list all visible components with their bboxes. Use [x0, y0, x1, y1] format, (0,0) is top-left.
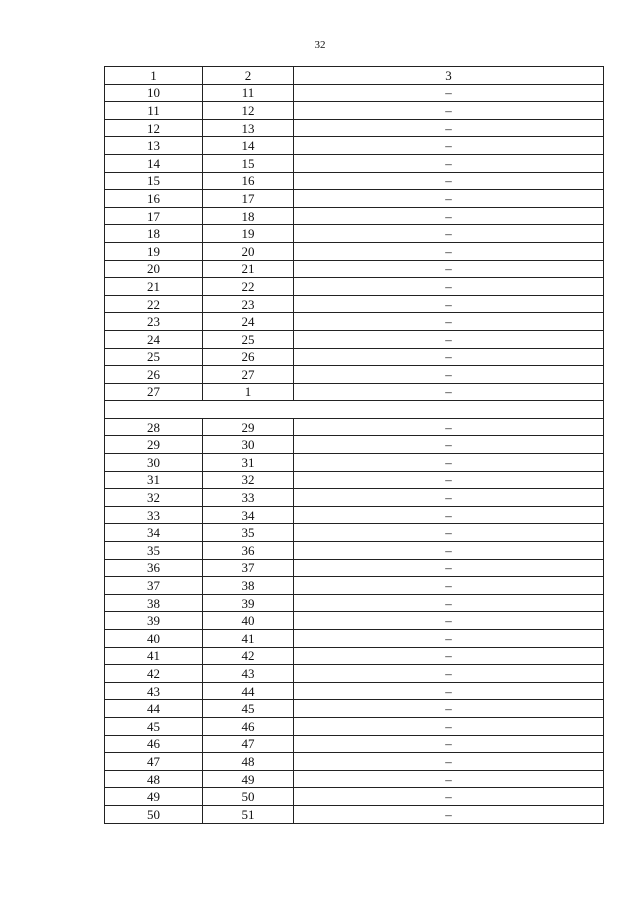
table-cell: 42	[105, 665, 203, 683]
table-cell: 33	[203, 489, 294, 507]
table-row	[105, 682, 604, 700]
table-row	[105, 102, 604, 120]
table-cell: 15	[105, 172, 203, 190]
table-cell: 50	[105, 805, 203, 823]
table-cell: –	[294, 366, 604, 384]
table-cell: –	[294, 242, 604, 260]
table-cell: 10	[105, 84, 203, 102]
table-cell: –	[294, 700, 604, 718]
table-row	[105, 348, 604, 366]
table-cell: 34	[105, 524, 203, 542]
table-row	[105, 717, 604, 735]
table-cell: –	[294, 630, 604, 648]
table-cell: 44	[203, 682, 294, 700]
table-row	[105, 630, 604, 648]
table-cell: 27	[105, 383, 203, 401]
table-row	[105, 330, 604, 348]
table-cell: –	[294, 348, 604, 366]
table-cell: –	[294, 207, 604, 225]
table-cell: –	[294, 647, 604, 665]
table-cell: 46	[105, 735, 203, 753]
table-cell: –	[294, 260, 604, 278]
table-cell: 13	[105, 137, 203, 155]
table-cell: 44	[105, 700, 203, 718]
table-cell: 43	[105, 682, 203, 700]
table-cell: –	[294, 383, 604, 401]
table-cell: 41	[105, 647, 203, 665]
table-cell: 34	[203, 506, 294, 524]
table-cell: –	[294, 542, 604, 560]
table-cell: 29	[203, 418, 294, 436]
table-cell: 36	[203, 542, 294, 560]
table-row	[105, 190, 604, 208]
table-cell: 26	[105, 366, 203, 384]
table-cell: 45	[105, 717, 203, 735]
table-cell: 25	[203, 330, 294, 348]
table-row	[105, 542, 604, 560]
table-cell: –	[294, 436, 604, 454]
table-cell: 24	[203, 313, 294, 331]
table-row	[105, 594, 604, 612]
table-cell: 28	[105, 418, 203, 436]
table-cell: 47	[105, 753, 203, 771]
table-cell: –	[294, 753, 604, 771]
table-cell: 20	[105, 260, 203, 278]
table-row	[105, 418, 604, 436]
table-cell: 48	[105, 770, 203, 788]
table-cell: 17	[203, 190, 294, 208]
separator-cell	[105, 401, 604, 419]
table-cell: 49	[203, 770, 294, 788]
table-cell: –	[294, 295, 604, 313]
table-cell: 48	[203, 753, 294, 771]
table-cell: 30	[203, 436, 294, 454]
table-cell: –	[294, 119, 604, 137]
table-row	[105, 471, 604, 489]
table-cell: 14	[105, 154, 203, 172]
table-cell: 31	[203, 454, 294, 472]
separator-row	[105, 401, 604, 419]
table-cell: 32	[203, 471, 294, 489]
table-row	[105, 805, 604, 823]
table-cell: –	[294, 225, 604, 243]
table-row	[105, 295, 604, 313]
table-row	[105, 436, 604, 454]
table-cell: –	[294, 154, 604, 172]
table-cell: 1	[203, 383, 294, 401]
table-cell: –	[294, 717, 604, 735]
table-cell: 13	[203, 119, 294, 137]
table-cell: 30	[105, 454, 203, 472]
table-cell: 38	[203, 577, 294, 595]
table-cell: –	[294, 313, 604, 331]
table-cell: 43	[203, 665, 294, 683]
table-cell: 19	[105, 242, 203, 260]
table-cell: 19	[203, 225, 294, 243]
table-row	[105, 313, 604, 331]
table-row	[105, 770, 604, 788]
table-cell: 36	[105, 559, 203, 577]
data-table	[104, 66, 604, 824]
table-cell: 51	[203, 805, 294, 823]
table-row	[105, 137, 604, 155]
table-row	[105, 647, 604, 665]
table-cell: 39	[105, 612, 203, 630]
table-cell: 14	[203, 137, 294, 155]
table-cell: –	[294, 278, 604, 296]
table-row	[105, 278, 604, 296]
table-row	[105, 207, 604, 225]
table-cell: 50	[203, 788, 294, 806]
table-cell: 16	[105, 190, 203, 208]
table-cell: 23	[105, 313, 203, 331]
table-cell: –	[294, 471, 604, 489]
table-cell: 33	[105, 506, 203, 524]
table-row	[105, 366, 604, 384]
table-cell: 32	[105, 489, 203, 507]
table-row	[105, 172, 604, 190]
table-cell: –	[294, 577, 604, 595]
table-cell: 29	[105, 436, 203, 454]
table-row	[105, 119, 604, 137]
table-cell: 38	[105, 594, 203, 612]
table-row	[105, 524, 604, 542]
table-cell: 12	[203, 102, 294, 120]
table-cell: –	[294, 190, 604, 208]
header-row	[105, 67, 604, 85]
table-cell: 42	[203, 647, 294, 665]
table-cell: 46	[203, 717, 294, 735]
header-cell-1: 1	[105, 67, 203, 85]
table-row	[105, 577, 604, 595]
table-row	[105, 559, 604, 577]
table-cell: 17	[105, 207, 203, 225]
table-cell: –	[294, 770, 604, 788]
table-cell: –	[294, 137, 604, 155]
table-cell: 41	[203, 630, 294, 648]
table-cell: –	[294, 418, 604, 436]
table-cell: 39	[203, 594, 294, 612]
table-cell: –	[294, 489, 604, 507]
table-cell: 37	[105, 577, 203, 595]
table-cell: 40	[203, 612, 294, 630]
table-cell: –	[294, 102, 604, 120]
table-row	[105, 489, 604, 507]
table-cell: –	[294, 594, 604, 612]
table-cell: –	[294, 454, 604, 472]
table-cell: 22	[105, 295, 203, 313]
page-number: 32	[314, 39, 326, 51]
table-cell: 11	[105, 102, 203, 120]
table-cell: –	[294, 84, 604, 102]
table-cell: –	[294, 735, 604, 753]
table-cell: 47	[203, 735, 294, 753]
table-cell: 45	[203, 700, 294, 718]
table-cell: 23	[203, 295, 294, 313]
table-cell: 37	[203, 559, 294, 577]
table-cell: 20	[203, 242, 294, 260]
table-cell: 49	[105, 788, 203, 806]
table-row	[105, 225, 604, 243]
table-cell: –	[294, 330, 604, 348]
table-row	[105, 788, 604, 806]
table-cell: 40	[105, 630, 203, 648]
table-cell: 11	[203, 84, 294, 102]
table-cell: 26	[203, 348, 294, 366]
table-row	[105, 84, 604, 102]
table-row	[105, 506, 604, 524]
table-cell: –	[294, 524, 604, 542]
table-cell: 21	[203, 260, 294, 278]
table-cell: 35	[203, 524, 294, 542]
table-row	[105, 753, 604, 771]
header-cell-3: 3	[294, 67, 604, 85]
table-row	[105, 242, 604, 260]
table-cell: –	[294, 665, 604, 683]
table-cell: –	[294, 682, 604, 700]
table-row	[105, 612, 604, 630]
table-cell: –	[294, 612, 604, 630]
table-row	[105, 735, 604, 753]
table-cell: –	[294, 172, 604, 190]
table-cell: 18	[105, 225, 203, 243]
table-cell: –	[294, 559, 604, 577]
table-cell: 27	[203, 366, 294, 384]
table-row	[105, 154, 604, 172]
table-row	[105, 454, 604, 472]
table-body	[105, 67, 604, 824]
table-cell: –	[294, 788, 604, 806]
table-cell: –	[294, 805, 604, 823]
table-cell: 35	[105, 542, 203, 560]
table-row	[105, 665, 604, 683]
table-cell: 24	[105, 330, 203, 348]
table-cell: 31	[105, 471, 203, 489]
table-cell: 12	[105, 119, 203, 137]
table-cell: 18	[203, 207, 294, 225]
table-cell: 21	[105, 278, 203, 296]
table-cell: 16	[203, 172, 294, 190]
table-cell: 22	[203, 278, 294, 296]
table-cell: –	[294, 506, 604, 524]
table-row	[105, 700, 604, 718]
table-row	[105, 260, 604, 278]
table-cell: 15	[203, 154, 294, 172]
table-row	[105, 383, 604, 401]
header-cell-2: 2	[203, 67, 294, 85]
table-cell: 25	[105, 348, 203, 366]
